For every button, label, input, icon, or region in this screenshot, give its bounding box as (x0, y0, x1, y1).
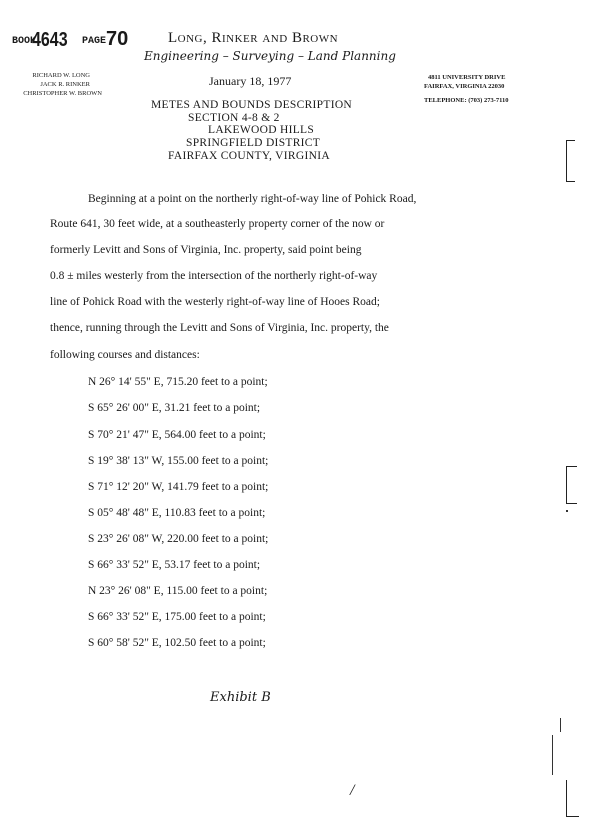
margin-bracket (566, 780, 579, 817)
subdivision-line: LAKEWOOD HILLS (208, 124, 315, 136)
course-item: S 66° 33' 52" E, 53.17 feet to a point; (88, 559, 261, 571)
district-line: SPRINGFIELD DISTRICT (186, 137, 321, 149)
body-line: formerly Levitt and Sons of Virginia, Inc. property, said point being (50, 244, 362, 256)
course-item: S 60° 58' 52" E, 102.50 feet to a point; (88, 637, 266, 649)
course-item: S 19° 38' 13" W, 155.00 feet to a point; (88, 455, 269, 467)
course-item: S 66° 33' 52" E, 175.00 feet to a point; (88, 611, 266, 623)
pen-mark: / (350, 782, 355, 799)
document-date: January 18, 1977 (209, 74, 292, 88)
course-item: S 05° 48' 48" E, 110.83 feet to a point; (88, 507, 266, 519)
exhibit-label: Exhibit B (210, 690, 271, 705)
margin-tick (560, 718, 561, 732)
book-label: BOOK (12, 36, 37, 47)
margin-bracket (566, 140, 575, 182)
body-line: Route 641, 30 feet wide, at a southeasterly property corner of the now or (50, 218, 385, 230)
course-item: S 65° 26' 00" E, 31.21 feet to a point; (88, 402, 261, 414)
partner-name: RICHARD W. LONG (32, 72, 90, 79)
page-number: 70 (106, 28, 129, 50)
body-line: line of Pohick Road with the westerly right-of-way line of Hooes Road; (50, 296, 380, 308)
body-line: 0.8 ± miles westerly from the intersection of the northerly right-of-way (50, 270, 378, 282)
course-item: N 26° 14' 55" E, 715.20 feet to a point; (88, 376, 268, 388)
course-item: N 23° 26' 08" E, 115.00 feet to a point; (88, 585, 268, 597)
firm-name: Long, Rinker and Brown (168, 30, 339, 46)
course-item: S 23° 26' 08" W, 220.00 feet to a point; (88, 533, 269, 545)
partner-name: JACK R. RINKER (40, 81, 90, 88)
county-line: FAIRFAX COUNTY, VIRGINIA (168, 150, 330, 162)
body-line: Beginning at a point on the northerly right-of-way line of Pohick Road, (88, 193, 417, 205)
office-address-city: FAIRFAX, VIRGINIA 22030 (424, 83, 505, 90)
partner-name: CHRISTOPHER W. BROWN (23, 90, 102, 97)
firm-tagline: Engineering – Surveying – Land Planning (144, 49, 396, 63)
course-item: S 70° 21' 47" E, 564.00 feet to a point; (88, 429, 266, 441)
margin-dot (566, 510, 568, 512)
margin-tick (552, 735, 553, 775)
page-label: PAGE (82, 36, 107, 47)
margin-bracket (566, 466, 577, 504)
section-line: SECTION 4-8 & 2 (188, 112, 280, 124)
document-title: METES AND BOUNDS DESCRIPTION (151, 99, 353, 111)
office-telephone: TELEPHONE: (703) 273-7110 (424, 97, 509, 104)
course-item: S 71° 12' 20" W, 141.79 feet to a point; (88, 481, 269, 493)
body-line: thence, running through the Levitt and Sons of Virginia, Inc. property, the (50, 322, 389, 334)
body-line: following courses and distances: (50, 349, 200, 361)
office-address-street: 4811 UNIVERSITY DRIVE (428, 74, 506, 81)
book-number: 4643 (32, 29, 68, 51)
